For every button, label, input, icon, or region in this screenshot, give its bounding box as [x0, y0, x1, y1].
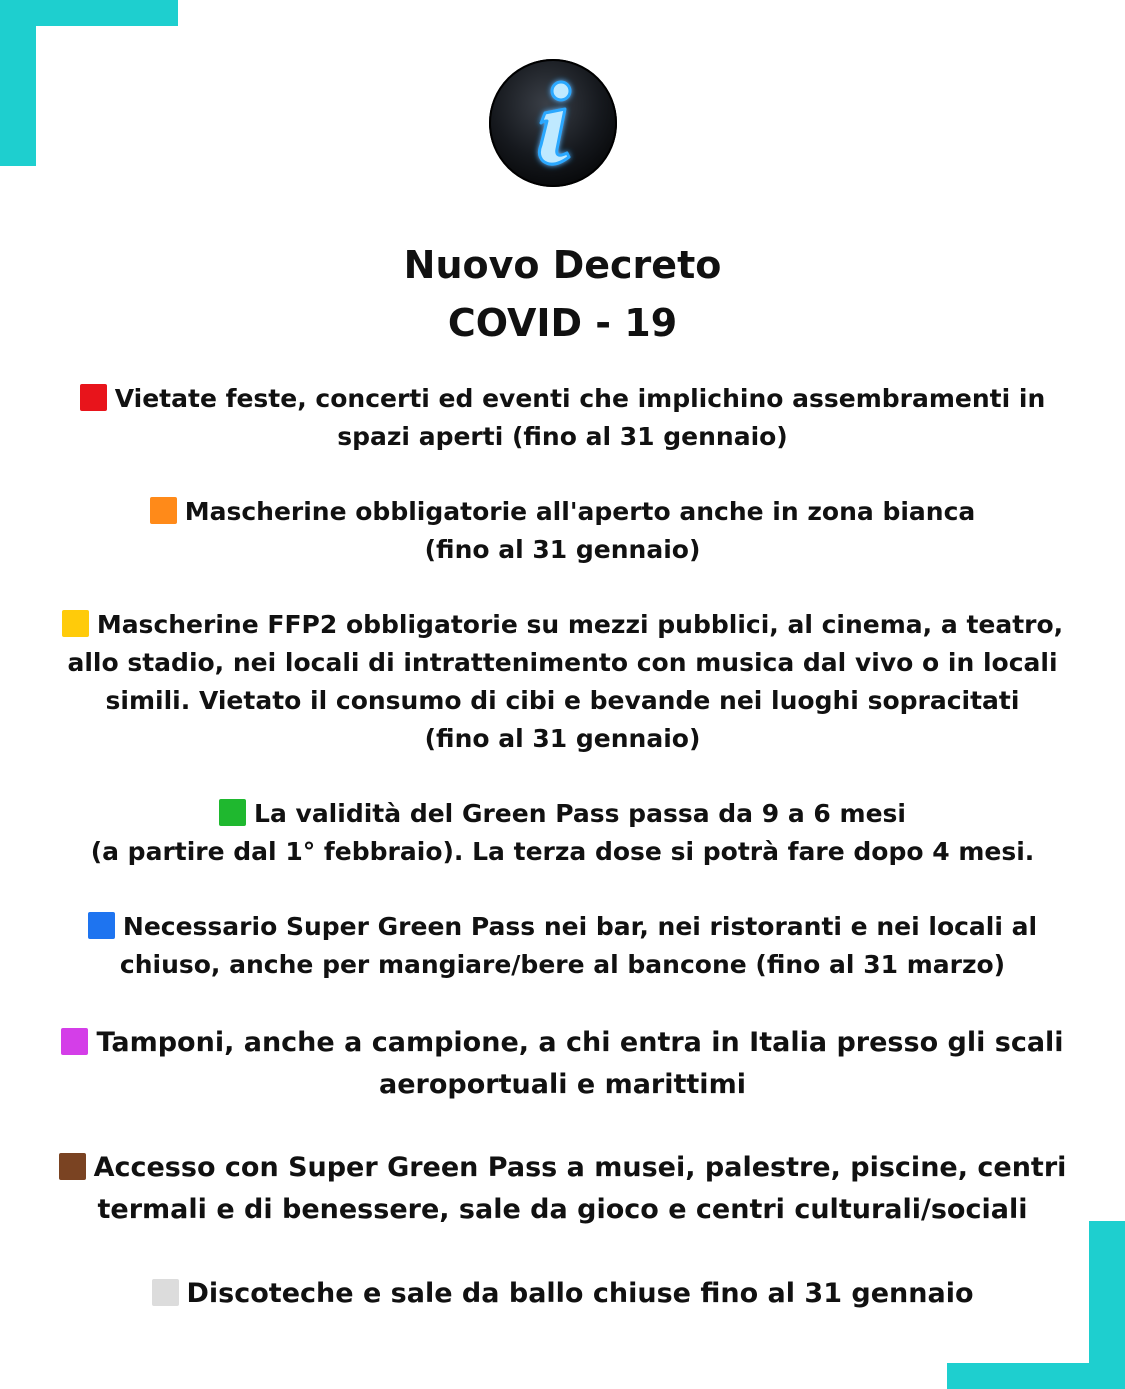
title-line-2: COVID - 19: [447, 301, 678, 345]
rule-text: Discoteche e sale da ballo chiuse fino al 31 gennaio: [186, 1278, 974, 1309]
rule-item-museums: [40, 1147, 1085, 1231]
rule-text: Vietate feste, concerti ed eventi che implichino assembramenti in: [114, 384, 1046, 413]
rule-item-masks: [40, 493, 1085, 569]
rule-text: Mascherine obbligatorie all'aperto anche in zona bianca: [184, 497, 976, 526]
rule-text: termali e di benessere, sale da gioco e centri culturali/sociali: [97, 1194, 1028, 1225]
green-square-icon: [219, 799, 246, 826]
title-line-1: Nuovo Decreto: [403, 243, 722, 287]
page-title: [0, 236, 1125, 352]
rule-text: chiuso, anche per mangiare/bere al bancone (fino al 31 marzo): [119, 950, 1006, 979]
purple-square-icon: [61, 1028, 88, 1055]
orange-square-icon: [150, 497, 177, 524]
corner-accent-top-vertical: [0, 0, 36, 166]
red-square-icon: [80, 384, 107, 411]
white-square-icon: [152, 1279, 179, 1306]
corner-accent-bottom-vertical: [1089, 1221, 1125, 1389]
rule-text: La validità del Green Pass passa da 9 a 6 mesi: [254, 799, 906, 828]
rule-item-events: [40, 380, 1085, 456]
info-icon: [487, 57, 619, 189]
rule-text: simili. Vietato il consumo di cibi e bevande nei luoghi sopracitati: [105, 686, 1020, 715]
rule-text: Mascherine FFP2 obbligatorie su mezzi pubblici, al cinema, a teatro,: [96, 610, 1064, 639]
rule-item-green-pass: [40, 795, 1085, 871]
rule-item-super-green-pass-bar: [40, 908, 1085, 984]
rule-text: aeroportuali e marittimi: [379, 1069, 746, 1100]
rule-text: allo stadio, nei locali di intrattenimento con musica dal vivo o in locali: [67, 648, 1058, 677]
rule-text: (fino al 31 gennaio): [424, 724, 701, 753]
rule-text: Tamponi, anche a campione, a chi entra in Italia presso gli scali: [96, 1027, 1064, 1058]
blue-square-icon: [88, 912, 115, 939]
brown-square-icon: [59, 1153, 86, 1180]
rule-text: (fino al 31 gennaio): [424, 535, 701, 564]
rule-item-swabs: [40, 1022, 1085, 1106]
rule-item-ffp2: [40, 606, 1085, 758]
rule-text: spazi aperti (fino al 31 gennaio): [337, 422, 788, 451]
rule-text: Necessario Super Green Pass nei bar, nei ristoranti e nei locali al: [122, 912, 1038, 941]
yellow-square-icon: [62, 610, 89, 637]
rule-item-discos: [40, 1273, 1085, 1315]
rule-text: (a partire dal 1° febbraio). La terza dose si potrà fare dopo 4 mesi.: [90, 837, 1035, 866]
rule-text: Accesso con Super Green Pass a musei, palestre, piscine, centri: [93, 1152, 1067, 1183]
